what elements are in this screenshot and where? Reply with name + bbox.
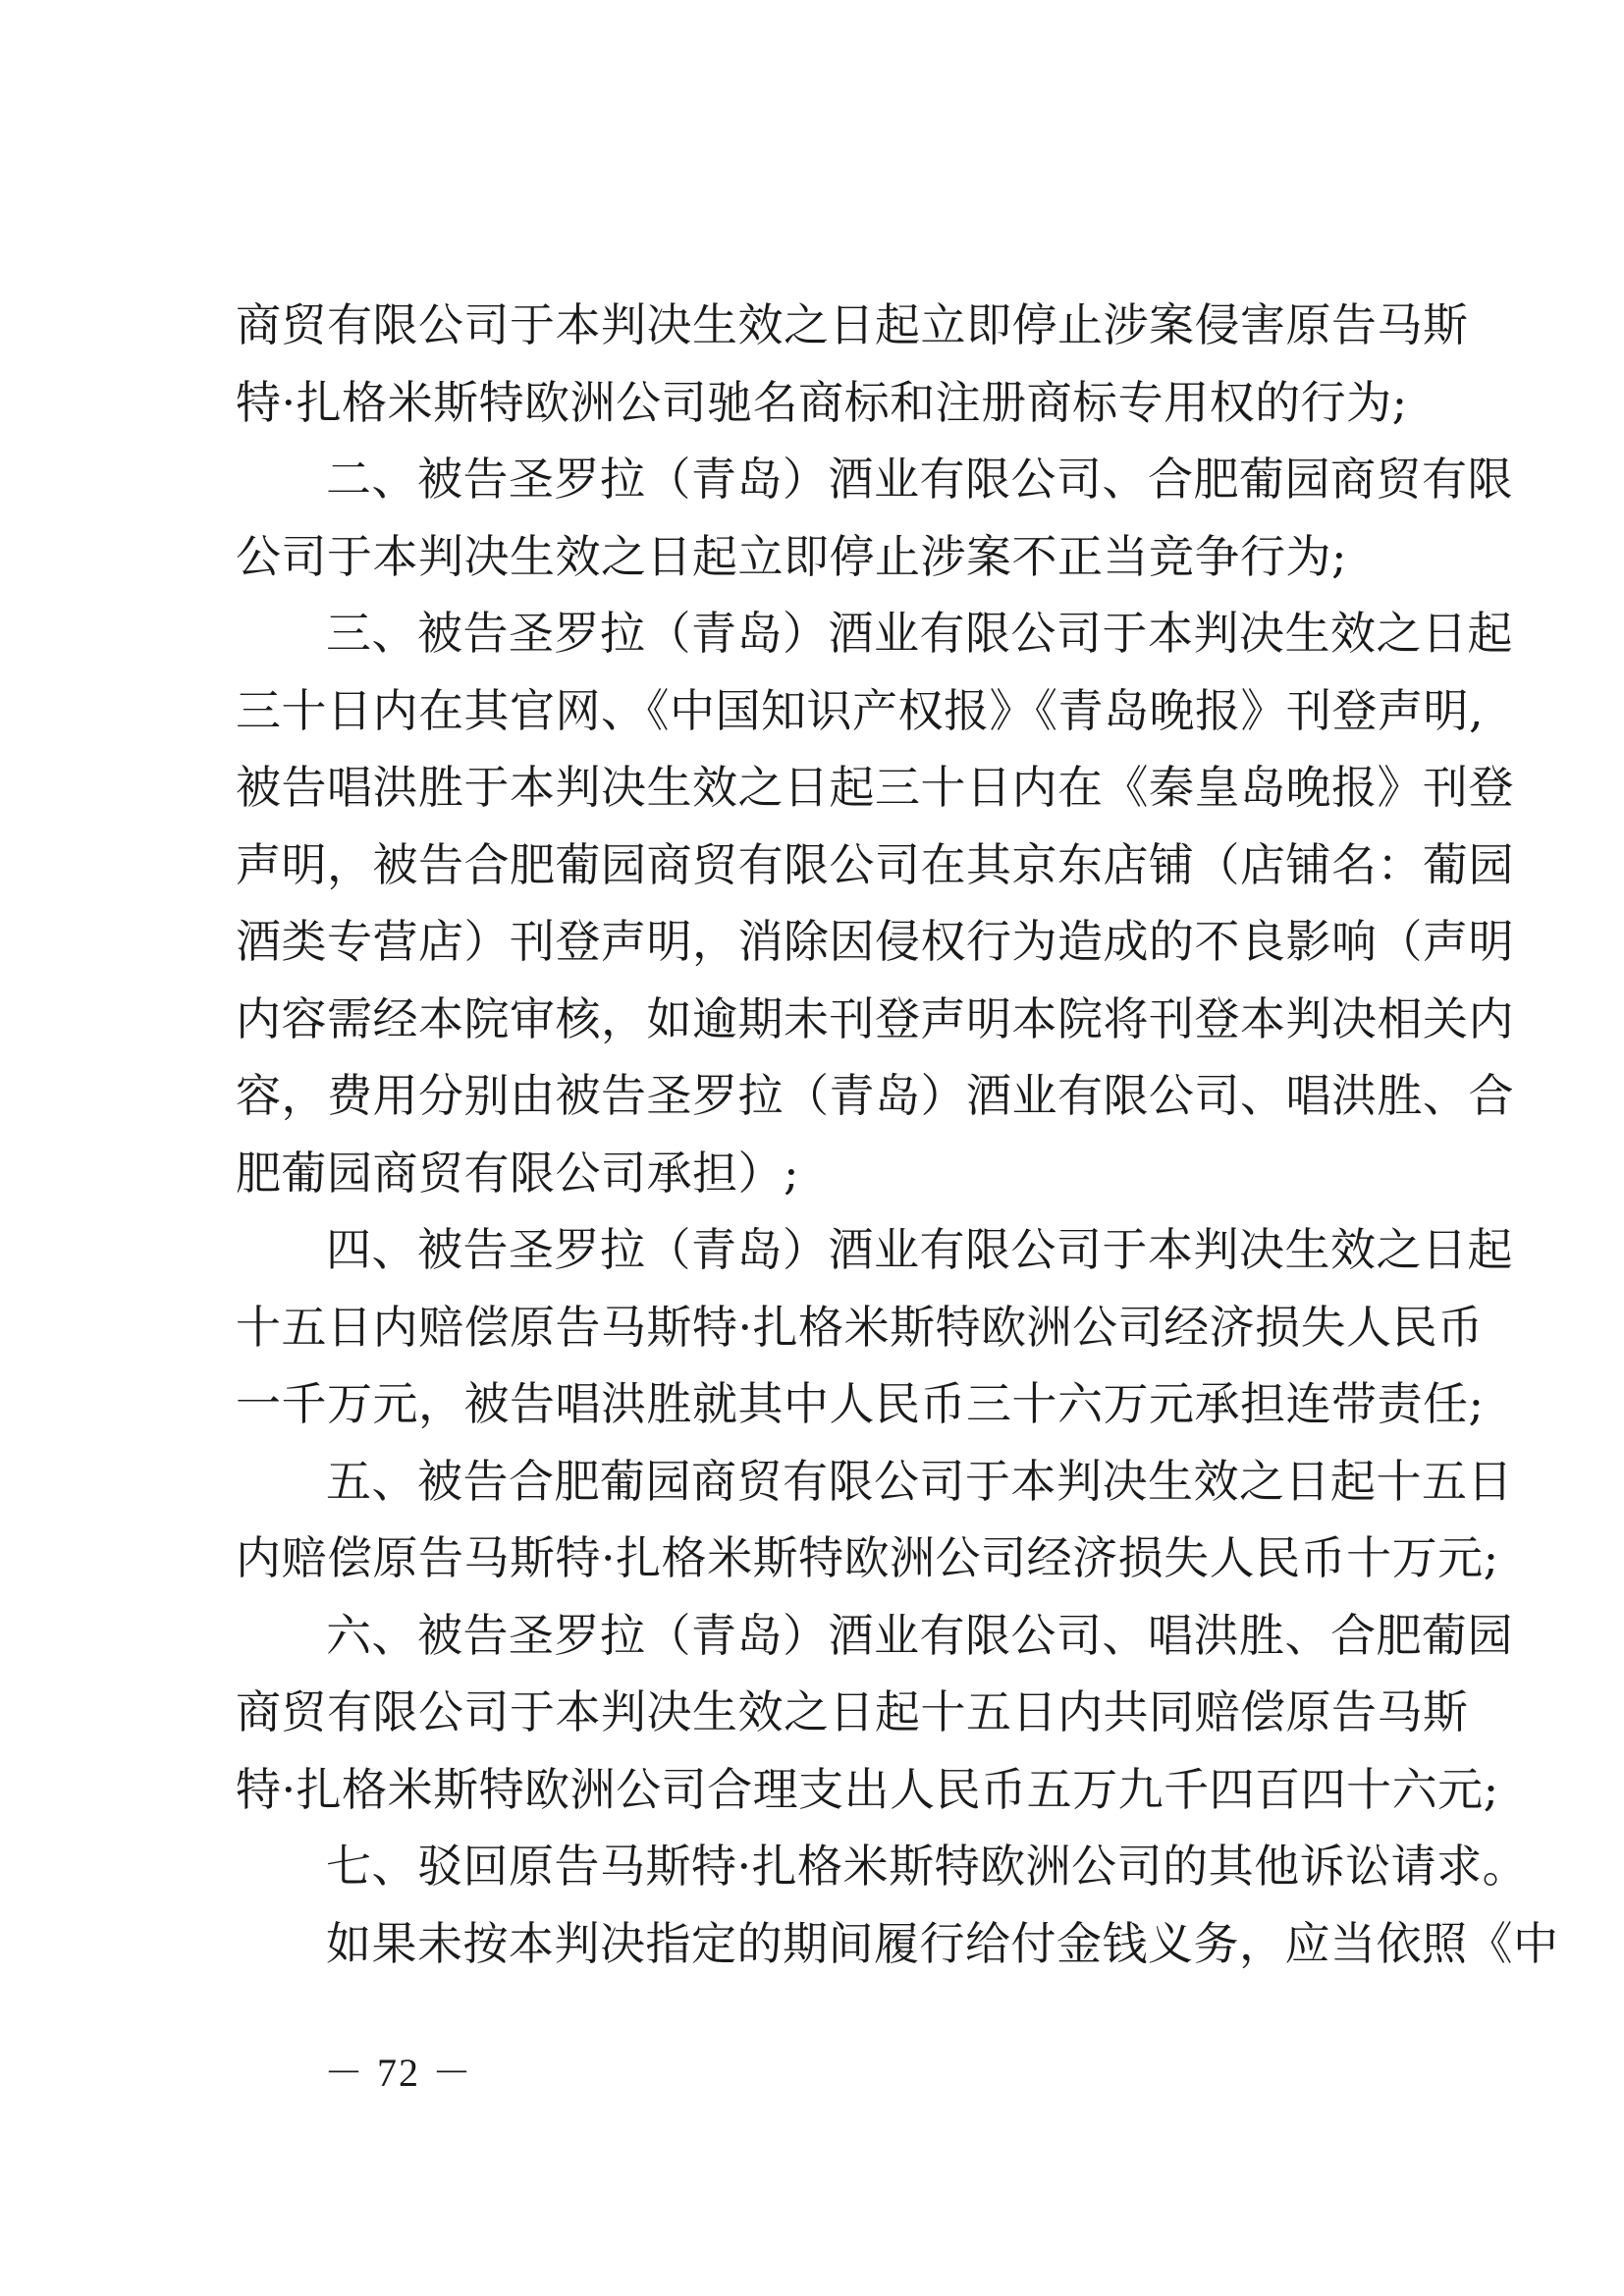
- text-line: 七、驳回原告马斯特·扎格米斯特欧洲公司的其他诉讼请求。: [326, 1840, 1529, 1893]
- judgment-body-text: [236, 287, 1559, 1982]
- text-line: 十五日内赔偿原告马斯特·扎格米斯特欧洲公司经济损失人民币: [236, 1300, 1484, 1354]
- text-line: 三十日内在其官网、《中国知识产权报》《青岛晚报》刊登声明,: [236, 683, 1485, 737]
- text-line: 二、被告圣罗拉（青岛）酒业有限公司、合肥葡园商贸有限: [326, 453, 1513, 506]
- text-line: 特·扎格米斯特欧洲公司驰名商标和注册商标专用权的行为;: [236, 375, 1408, 429]
- text-line: 商贸有限公司于本判决生效之日起十五日内共同赔偿原告马斯: [236, 1685, 1469, 1738]
- text-line: 声明，被告合肥葡园商贸有限公司在其京东店铺（店铺名：葡园: [236, 837, 1514, 891]
- text-line: 一千万元，被告唱洪胜就其中人民币三十六万元承担连带责任;: [236, 1377, 1485, 1430]
- text-line: 如果未按本判决指定的期间履行给付金钱义务，应当依照《中: [326, 1916, 1559, 1970]
- page-number: － 72 －: [324, 2051, 473, 2095]
- text-line: 四、被告圣罗拉（青岛）酒业有限公司于本判决生效之日起: [326, 1223, 1513, 1276]
- text-line: 公司于本判决生效之日起立即停止涉案不正当竞争行为;: [236, 529, 1347, 583]
- text-line: 五、被告合肥葡园商贸有限公司于本判决生效之日起十五日: [326, 1454, 1513, 1508]
- text-line: 肥葡园商贸有限公司承担）;: [236, 1146, 799, 1200]
- text-line: 六、被告圣罗拉（青岛）酒业有限公司、唱洪胜、合肥葡园: [326, 1608, 1513, 1662]
- text-line: 商贸有限公司于本判决生效之日起立即停止涉案侵害原告马斯: [236, 298, 1469, 351]
- text-line: 酒类专营店）刊登声明，消除因侵权行为造成的不良影响（声明: [236, 915, 1514, 968]
- text-line: 容，费用分别由被告圣罗拉（青岛）酒业有限公司、唱洪胜、合: [236, 1069, 1514, 1122]
- text-line: 内容需经本院审核，如逾期未刊登声明本院将刊登本判决相关内: [236, 991, 1514, 1045]
- text-line: 特·扎格米斯特欧洲公司合理支出人民币五万九千四百四十六元;: [236, 1762, 1499, 1816]
- text-line: 被告唱洪胜于本判决生效之日起三十日内在《秦皇岛晚报》刊登: [236, 761, 1514, 814]
- text-line: 内赔偿原告马斯特·扎格米斯特欧洲公司经济损失人民币十万元;: [236, 1531, 1499, 1584]
- text-line: 三、被告圣罗拉（青岛）酒业有限公司于本判决生效之日起: [326, 607, 1513, 660]
